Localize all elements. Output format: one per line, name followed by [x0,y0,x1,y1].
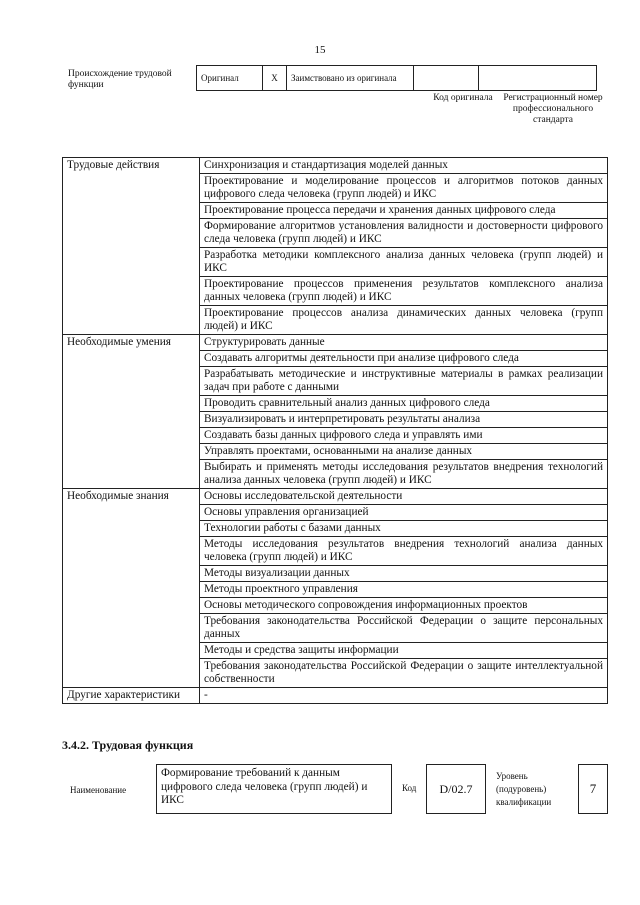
group-item: Разрабатывать методические и инструктивные материалы в рамках реализации задач при работе с данными [200,367,608,396]
group-label: Другие характеристики [63,688,200,704]
group-item: Технологии работы с базами данных [200,521,608,537]
labor-function-table [62,157,608,704]
qualification-level-box: 7 [578,764,608,814]
name-label: Наименование [70,785,127,795]
original-cell: Оригинал [197,66,263,91]
group-item: Структурировать данные [200,335,608,351]
code-caption: Код оригинала [433,93,493,103]
group-label: Необходимые знания [63,489,200,688]
group-item: Основы исследовательской деятельности [200,489,608,505]
group-item: Создавать алгоритмы деятельности при анализе цифрового следа [200,351,608,367]
group-item: - [200,688,608,704]
table-row [63,158,608,174]
group-item: Визуализировать и интерпретировать результаты анализа [200,412,608,428]
function-name-box: Формирование требований к данным цифрового следа человека (групп людей) и ИКС [156,764,392,814]
original-mark: X [263,66,287,91]
group-item: Методы и средства защиты информации [200,643,608,659]
table-row [63,688,608,704]
group-item: Проектирование процессов анализа динамических данных человека (групп людей) и ИКС [200,306,608,335]
group-item: Формирование алгоритмов установления валидности и достоверности цифрового следа человека (групп людей) и ИКС [200,219,608,248]
group-item: Проектирование процесса передачи и хранения данных цифрового следа [200,203,608,219]
borrowed-cell: Заимствовано из оригинала [287,66,414,91]
group-item: Создавать базы данных цифрового следа и управлять ими [200,428,608,444]
group-item: Методы проектного управления [200,582,608,598]
group-item: Методы исследования результатов внедрения технологий анализа данных человека (групп людей) и ИКС [200,537,608,566]
group-item: Разработка методики комплексного анализа данных человека (групп людей) и ИКС [200,248,608,277]
group-item: Требования законодательства Российской Федерации о защите интеллектуальной собственности [200,659,608,688]
registration-caption: Регистрационный номер профессионального стандарта [503,93,603,125]
group-item: Выбирать и применять методы исследования результатов внедрения технологий анализа данных человека (групп людей) и ИКС [200,460,608,489]
group-item: Управлять проектами, основанными на анализе данных [200,444,608,460]
registration-number-cell [479,66,597,91]
group-item: Синхронизация и стандартизация моделей данных [200,158,608,174]
group-item: Проводить сравнительный анализ данных цифрового следа [200,396,608,412]
qualification-level-label: Уровень (подуровень) квалификации [496,771,552,807]
function-code-box: D/02.7 [426,764,486,814]
code-label: Код [402,783,417,793]
page-number: 15 [314,44,326,56]
group-item: Методы визуализации данных [200,566,608,582]
section-title: 3.4.2. Трудовая функция [62,738,194,752]
original-code-cell [414,66,479,91]
table-row [63,335,608,351]
group-item: Проектирование процессов применения результатов комплексного анализа данных человека (групп людей) и ИКС [200,277,608,306]
group-item: Проектирование и моделирование процессов и алгоритмов потоков данных цифрового следа человека (групп людей) и ИКС [200,174,608,203]
group-item: Требования законодательства Российской Федерации о защите персональных данных [200,614,608,643]
table-row [63,489,608,505]
group-label: Трудовые действия [63,158,200,335]
origin-table [196,65,597,91]
group-item: Основы управления организацией [200,505,608,521]
group-label: Необходимые умения [63,335,200,489]
origin-label: Происхождение трудовой функции [68,69,172,90]
group-item: Основы методического сопровождения информационных проектов [200,598,608,614]
